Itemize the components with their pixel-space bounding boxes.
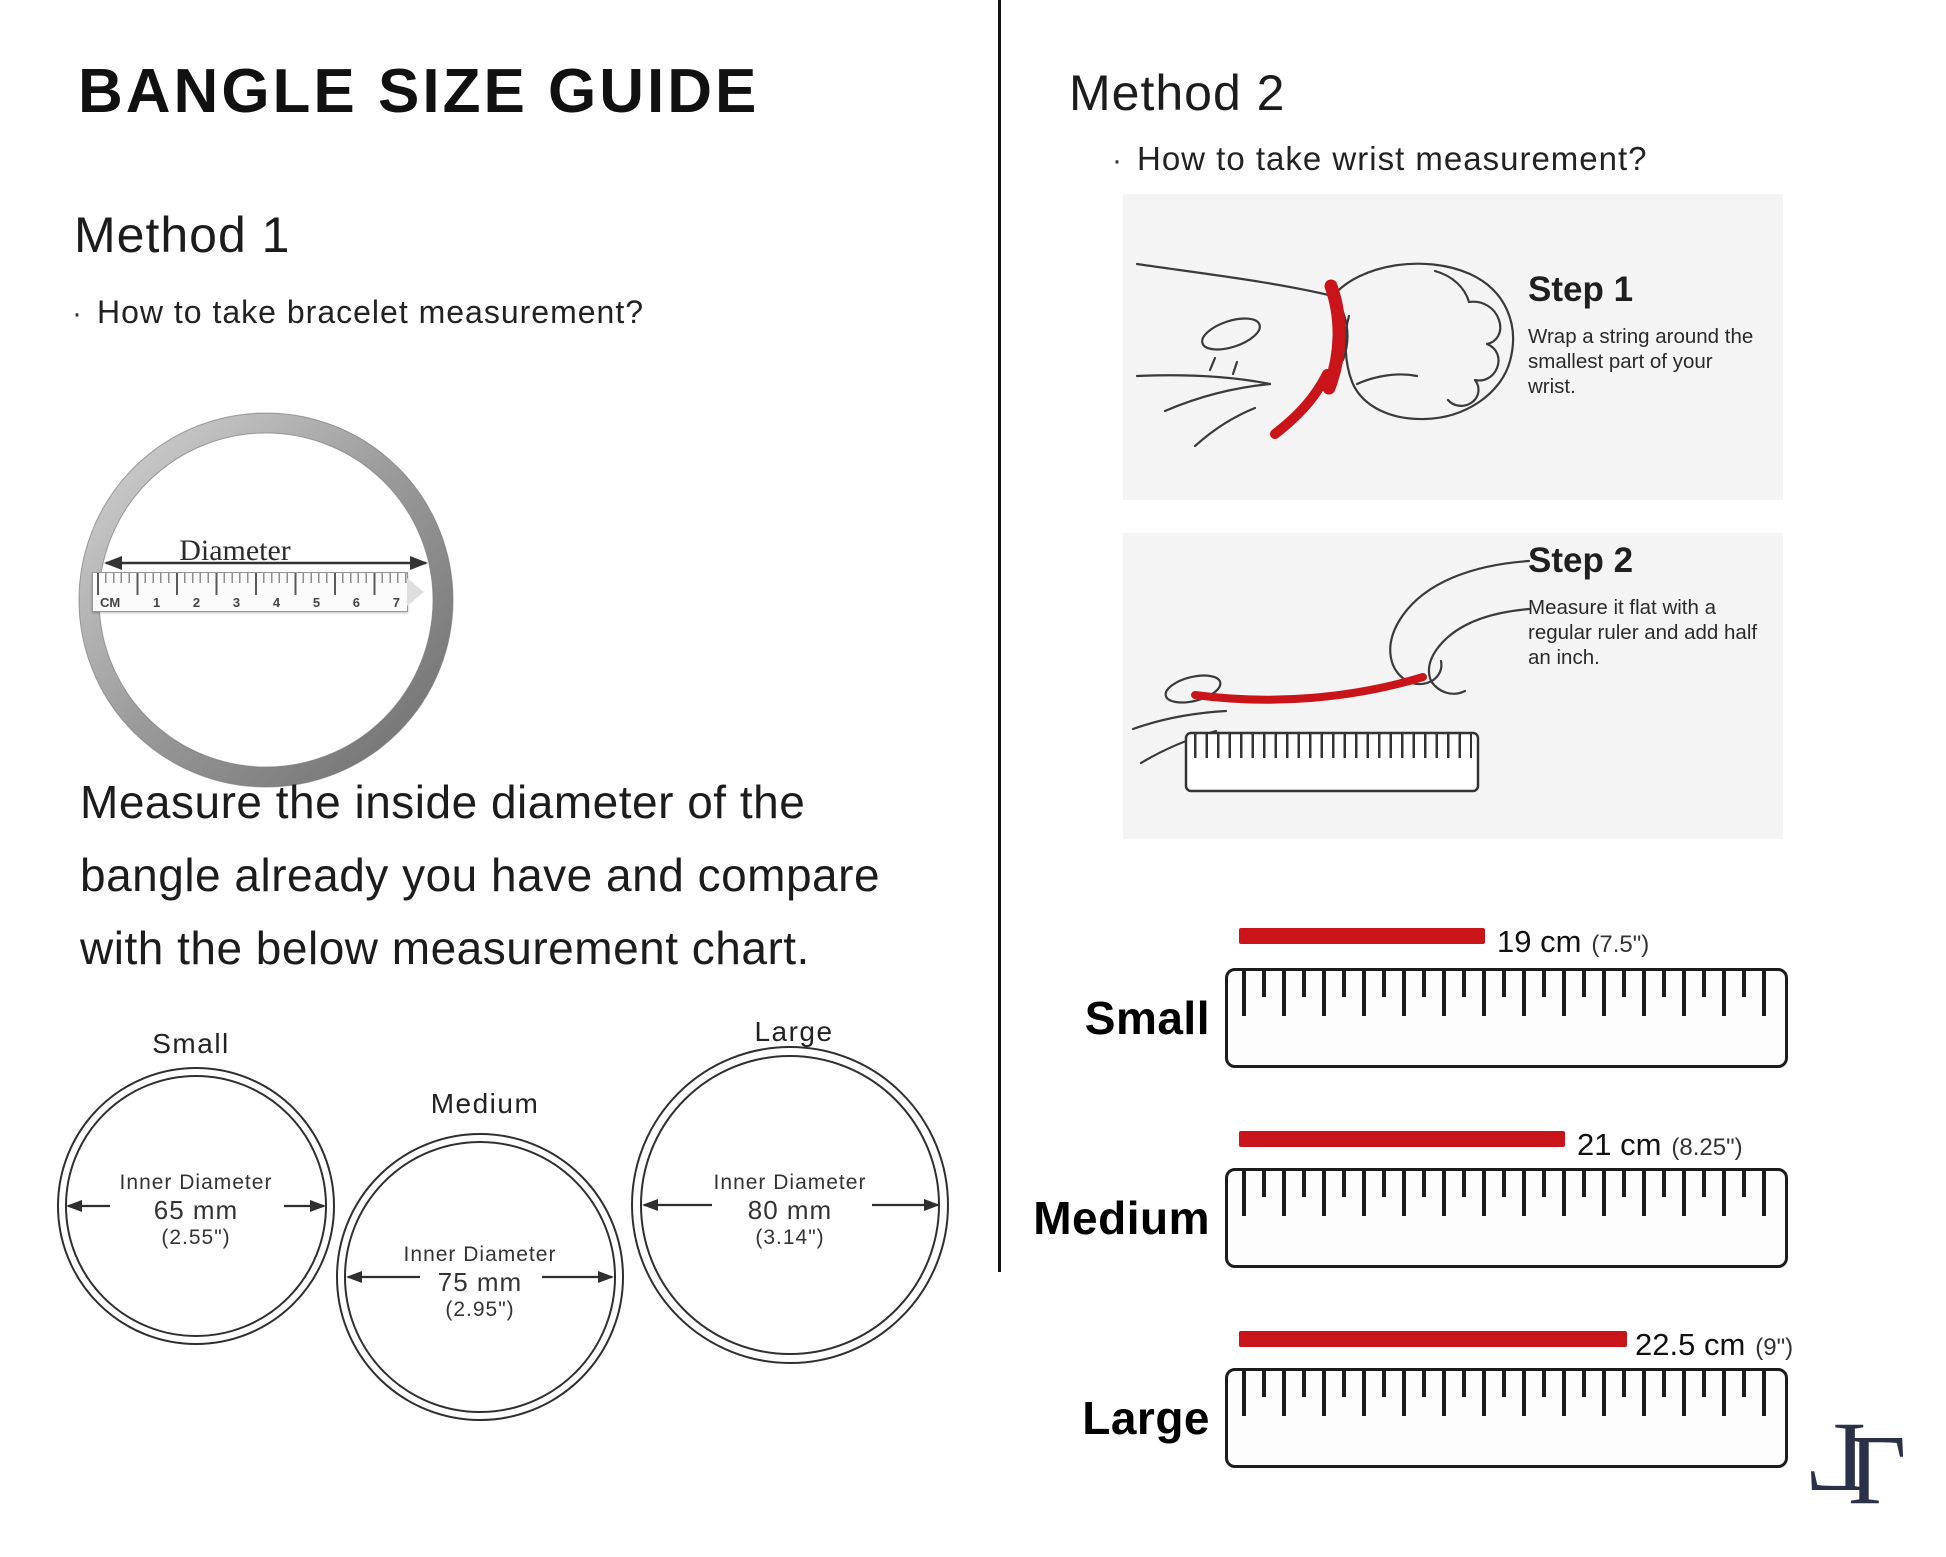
- step-body-line: Wrap a string around the: [1528, 325, 1754, 348]
- ruler-mark: 6: [352, 595, 361, 610]
- red-string: [1195, 677, 1423, 700]
- method2-question: [1112, 140, 1648, 178]
- inner-diameter-inches: (2.55"): [161, 1226, 231, 1249]
- bangle-diameter-diagram: [70, 400, 470, 800]
- ruler-small-label: Small: [1084, 992, 1210, 1044]
- logo-letter-l-flipped: L: [1848, 1416, 1910, 1527]
- ruler-medium-measurement: [1577, 1127, 1743, 1163]
- inner-diameter-mm: 65 mm: [153, 1195, 239, 1225]
- inch-value: (8.25"): [1671, 1134, 1743, 1161]
- ruler-measure-illustration: [1131, 543, 1531, 829]
- description-line: with the below measurement chart.: [80, 922, 810, 974]
- ruler-mark: CM: [100, 595, 121, 610]
- ruler-mark: 5: [312, 595, 321, 610]
- inch-value: (9"): [1755, 1334, 1794, 1361]
- ruler-row-small: [0, 920, 1946, 1120]
- ruler-tick-marks: [1240, 1171, 1773, 1221]
- cm-ruler-numbers: [93, 595, 407, 610]
- ruler-mark: 3: [232, 595, 241, 610]
- ruler-graphic: [1225, 1168, 1788, 1268]
- description-line: bangle already you have and compare: [80, 849, 881, 901]
- bullet-icon: ·: [72, 297, 83, 330]
- wrist-string-illustration: [1135, 216, 1525, 476]
- page-title: BANGLE SIZE GUIDE: [78, 57, 760, 126]
- diameter-label: Diameter: [179, 534, 291, 567]
- red-measurement-bar: [1239, 928, 1485, 944]
- inner-diameter-inches: (3.14"): [755, 1226, 825, 1249]
- ruler-mark: 4: [272, 595, 281, 610]
- bullet-icon: ·: [1112, 144, 1123, 177]
- step1-title: Step 1: [1528, 270, 1634, 309]
- ruler-tick-marks: [1240, 1371, 1773, 1421]
- small-label: Small: [152, 1028, 230, 1059]
- cm-ruler: [92, 572, 408, 612]
- brand-monogram-logo: [1793, 1398, 1938, 1553]
- method2-heading: Method 2: [1069, 65, 1286, 121]
- step2-title: Step 2: [1528, 541, 1634, 580]
- step1-card: [1123, 194, 1783, 500]
- medium-label: Medium: [430, 1088, 540, 1119]
- step-body-line: Measure it flat with a: [1528, 596, 1716, 619]
- step1-text: [1528, 270, 1773, 399]
- step-body-line: regular ruler and add half: [1528, 621, 1758, 644]
- ruler-medium-label: Medium: [1033, 1192, 1210, 1244]
- ruler-large-measurement: [1635, 1327, 1793, 1363]
- ruler-graphic: [1225, 1368, 1788, 1468]
- red-string: [1275, 286, 1339, 434]
- inner-diameter-label: Inner Diameter: [713, 1171, 867, 1194]
- method1-heading: Method 1: [74, 207, 291, 263]
- description-line: Measure the inside diameter of the: [80, 776, 806, 828]
- ruler-tick-marks: [1240, 971, 1773, 1021]
- step2-card: [1123, 533, 1783, 839]
- ruler-mark: 7: [392, 595, 400, 610]
- step-body-line: wrist.: [1528, 375, 1576, 398]
- cm-value: 21 cm: [1577, 1127, 1662, 1162]
- ruler-small-measurement: [1497, 924, 1649, 960]
- inch-value: (7.5"): [1591, 931, 1650, 958]
- inner-diameter-mm: 75 mm: [437, 1267, 523, 1297]
- inner-diameter-label: Inner Diameter: [403, 1243, 557, 1266]
- inner-diameter-label: Inner Diameter: [119, 1171, 273, 1194]
- step-body-line: smallest part of your: [1528, 350, 1713, 373]
- step2-text: [1528, 541, 1773, 670]
- ruler-mark: 1: [152, 595, 161, 610]
- red-measurement-bar: [1239, 1331, 1627, 1347]
- method2-question-text: How to take wrist measurement?: [1137, 140, 1648, 177]
- cm-value: 22.5 cm: [1635, 1327, 1746, 1362]
- ruler-large-label: Large: [1082, 1392, 1210, 1444]
- inner-diameter-inches: (2.95"): [445, 1298, 515, 1321]
- step2-body: [1528, 595, 1773, 670]
- inner-diameter-mm: 80 mm: [747, 1195, 833, 1225]
- ruler-row-large: [0, 1320, 1946, 1520]
- red-measurement-bar: [1239, 1131, 1565, 1147]
- method1-question: [72, 294, 644, 331]
- method1-question-text: How to take bracelet measurement?: [97, 294, 645, 330]
- logo-letter-l-mirrored: L: [1805, 1401, 1867, 1512]
- ruler-row-medium: [0, 1120, 1946, 1320]
- cm-value: 19 cm: [1497, 924, 1582, 959]
- ruler-mark: 2: [192, 595, 201, 610]
- step-body-line: an inch.: [1528, 646, 1600, 669]
- large-label: Large: [754, 1016, 834, 1047]
- step1-body: [1528, 324, 1773, 399]
- ruler-graphic: [1225, 968, 1788, 1068]
